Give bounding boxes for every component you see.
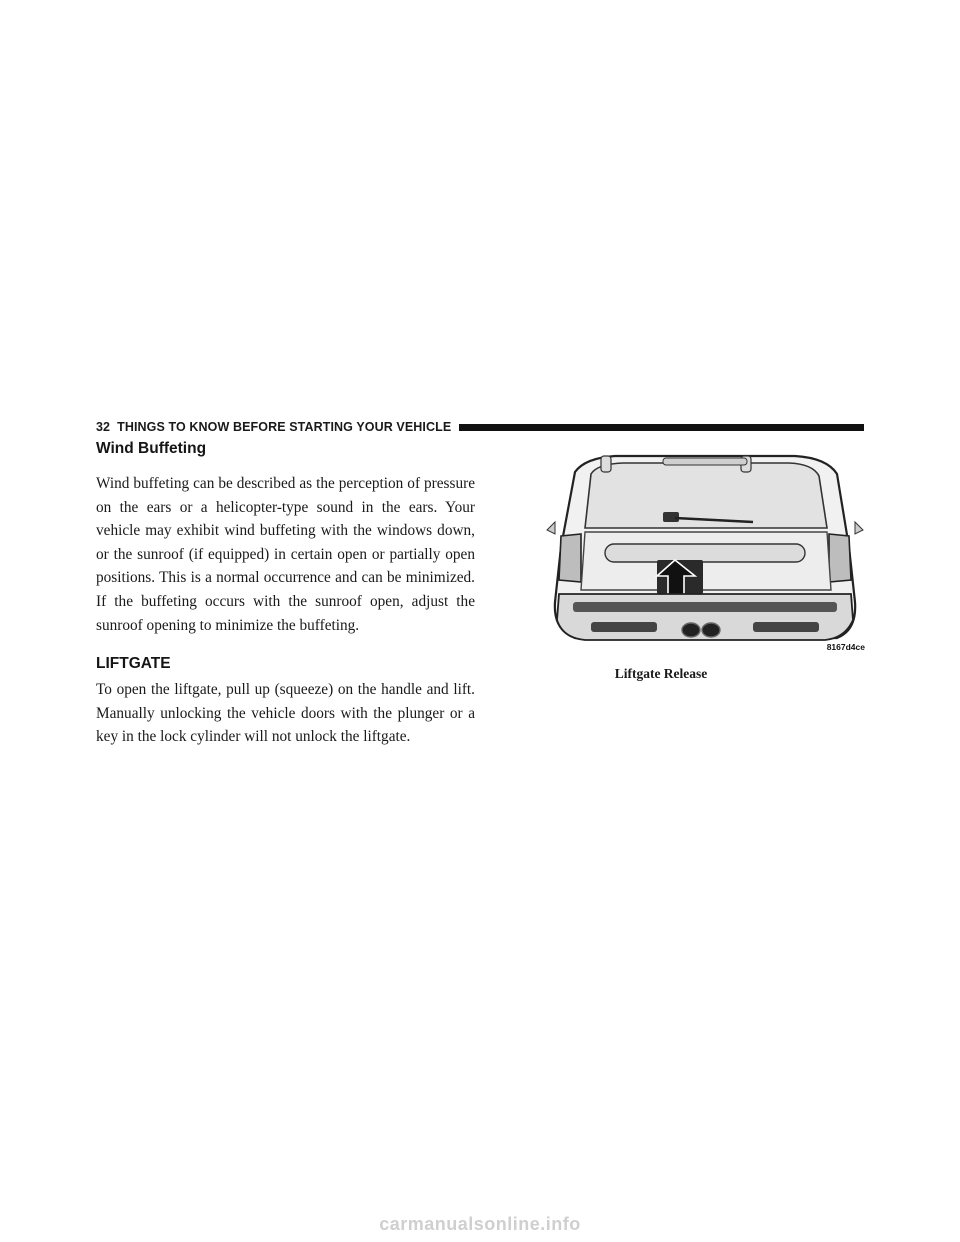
vehicle-rear-liftgate-illustration: [545, 452, 865, 660]
paragraph-wind-buffeting: Wind buffeting can be described as the perception of pressure on the ears or a helicopter-type sound in the ears. Your vehicle may exhibit wind buffeting with the windows down, or the sunroof (if equipped) in certain open or partially open positions. This is a normal occurrence and can be minimized. If the buffeting occurs with the sunroof open, adjust the sunroof opening to minimize the buffeting.: [96, 475, 475, 634]
figure-code: 8167d4ce: [826, 642, 865, 652]
chapter-title: THINGS TO KNOW BEFORE STARTING YOUR VEHICLE: [117, 420, 452, 434]
header-rule: [459, 424, 864, 431]
left-column: [96, 440, 475, 749]
running-header: [96, 418, 864, 436]
section-heading-wind-buffeting: Wind Buffeting: [96, 440, 207, 457]
liftgate-figure: [545, 452, 865, 660]
section-heading-liftgate: LIFTGATE: [96, 655, 171, 673]
watermark: carmanualsonline.info: [379, 1214, 581, 1234]
page-number: 32: [96, 420, 111, 434]
paragraph-liftgate: To open the liftgate, pull up (squeeze) on the handle and lift. Manually unlocking the vehicle doors with the plunger or a key in the lock cylinder will not unlock the liftgate.: [96, 681, 475, 746]
figure-caption: Liftgate Release: [614, 666, 708, 681]
